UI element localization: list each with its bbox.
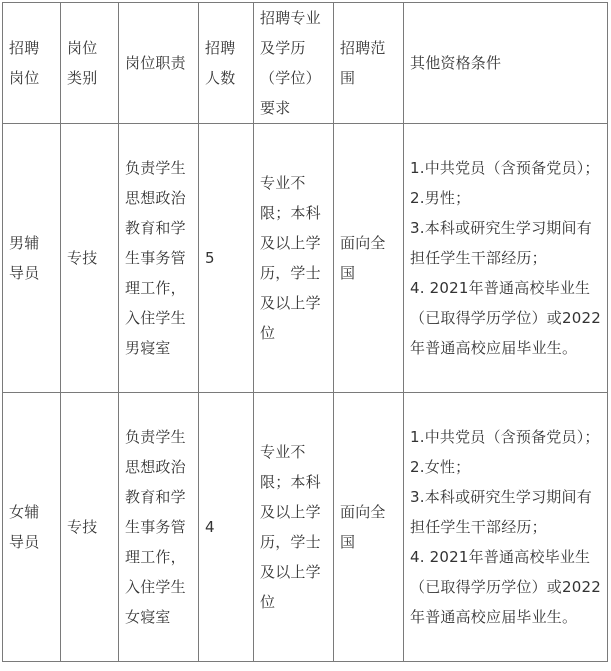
table-header-row <box>3 3 608 124</box>
condition-item: 1.中共党员（含预备党员）； <box>410 159 600 177</box>
header-count: 招聘人数 <box>199 3 254 124</box>
condition-item: 2.女性； <box>410 458 471 476</box>
table-row <box>3 393 608 662</box>
cell-scope: 面向全国 <box>334 124 404 393</box>
header-category: 岗位类别 <box>61 3 119 124</box>
cell-major: 专业不限；本科及以上学历，学士及以上学位 <box>254 393 334 662</box>
table-row <box>3 124 608 393</box>
condition-item: 2.男性； <box>410 189 471 207</box>
cell-conditions <box>404 393 608 662</box>
cell-conditions <box>404 124 608 393</box>
cell-category: 专技 <box>61 124 119 393</box>
cell-category: 专技 <box>61 393 119 662</box>
condition-item: 4. 2021年普通高校毕业生（已取得学历学位）或2022年普通高校应届毕业生。 <box>410 548 601 626</box>
condition-item: 3.本科或研究生学习期间有担任学生干部经历； <box>410 219 592 267</box>
condition-item: 4. 2021年普通高校毕业生（已取得学历学位）或2022年普通高校应届毕业生。 <box>410 279 601 357</box>
condition-item: 1.中共党员（含预备党员）； <box>410 428 600 446</box>
header-scope: 招聘范围 <box>334 3 404 124</box>
header-other: 其他资格条件 <box>404 3 608 124</box>
cell-duties: 负责学生思想政治教育和学生事务管理工作，入住学生男寝室 <box>119 124 199 393</box>
cell-position: 女辅导员 <box>3 393 61 662</box>
header-major: 招聘专业及学历（学位）要求 <box>254 3 334 124</box>
cell-major: 专业不限；本科及以上学历，学士及以上学位 <box>254 124 334 393</box>
cell-position: 男辅导员 <box>3 124 61 393</box>
cell-duties: 负责学生思想政治教育和学生事务管理工作，入住学生女寝室 <box>119 393 199 662</box>
header-position: 招聘岗位 <box>3 3 61 124</box>
cell-scope: 面向全国 <box>334 393 404 662</box>
condition-item: 3.本科或研究生学习期间有担任学生干部经历； <box>410 488 592 536</box>
header-duties: 岗位职责 <box>119 3 199 124</box>
cell-count: 5 <box>199 124 254 393</box>
cell-count: 4 <box>199 393 254 662</box>
recruitment-table <box>2 2 608 662</box>
